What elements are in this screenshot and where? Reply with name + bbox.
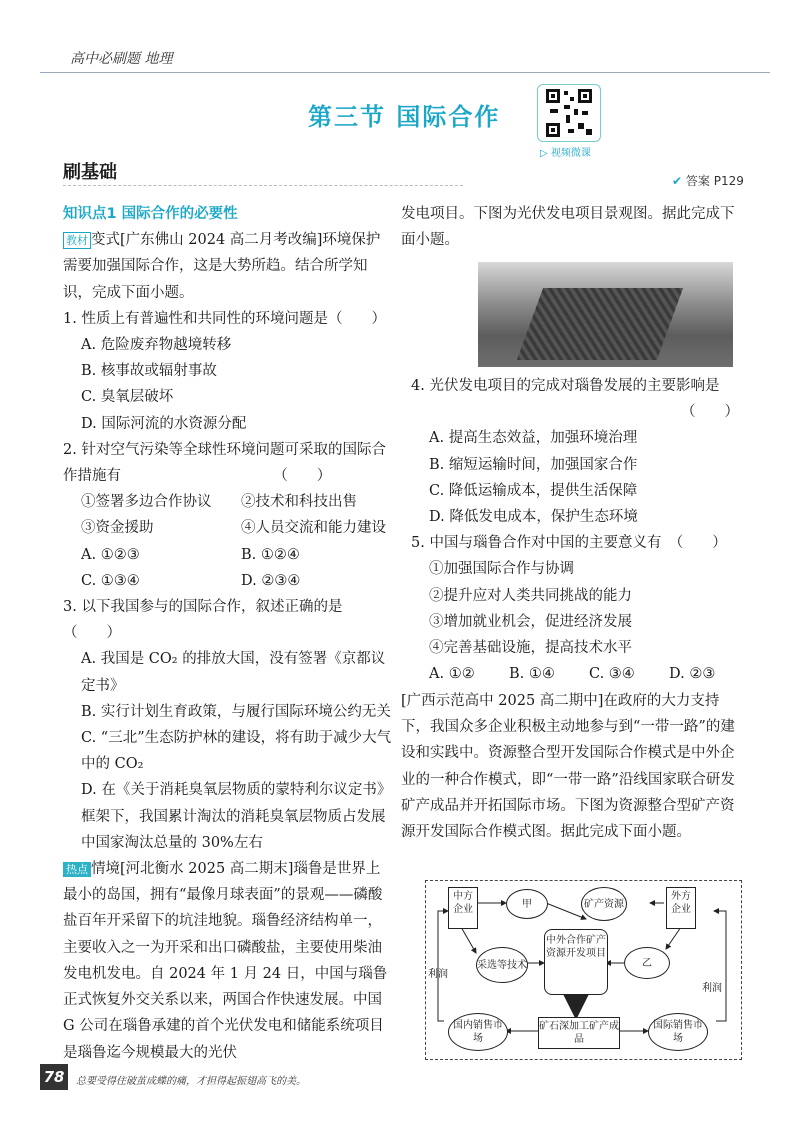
q5-option[interactable]: D. ②③ — [669, 666, 716, 683]
international-market-oval: 国际销售市场 — [648, 1013, 708, 1051]
q5-option[interactable]: C. ③④ — [589, 666, 635, 683]
q5-item: ③增加就业机会，促进经济发展 — [429, 613, 632, 630]
check-icon: ✔ — [672, 174, 683, 188]
q3-stem: 3. 以下我国参与的国际合作，叙述正确的是（ ） — [63, 599, 343, 642]
q2-stem: 2. 针对空气污染等全球性环境问题可采取的国际合作措施有 （ ） — [63, 441, 386, 485]
q5-item: ②提升应对人类共同挑战的能力 — [429, 587, 632, 604]
q4-option[interactable]: C. 降低运输成本，提供生活保障 — [429, 482, 638, 499]
qr-label: ▷ 视频微课 — [540, 148, 591, 159]
right-column-questions — [411, 373, 739, 687]
q2-item: ②技术和科技出售 — [241, 494, 357, 511]
heading-rule — [63, 185, 463, 186]
q2-option[interactable]: A. ①②③ — [81, 546, 140, 563]
q2-item: ③资金援助 — [81, 520, 154, 537]
q1-option[interactable]: C. 臭氧层破坏 — [81, 389, 174, 406]
tech-oval: 采选等技术 — [476, 947, 528, 983]
basic-heading: 刷基础 — [63, 162, 117, 183]
hot-paragraph: 热点 情境[河北衡水 2025 高二期末]瑙鲁是世界上最小的岛国，拥有“最像月球表面”的景观——磷酸盐百年开采留下的坑洼地貌。瑙鲁经济结构单一，主要收入之一为开采和出口磷酸盐，主要使用柴油发电机发电。自 2024 年 1 月 24 日，中国与瑙鲁正式恢复外交关系以来，两国合作快速发展。中国 G 公司在瑙鲁承建的首个光伏发电和储能系统项目是瑙鲁迄今规模最大的光伏 — [63, 861, 388, 1061]
case-paragraph: [广西示范高中 2025 高二期中]在政府的大力支持下，我国众多企业积极主动地参与到“一带一路”的建设和实践中。资源整合型开发国际合作模式是中外企业的一种合作模式，即“一带一路”沿线国家联合研发矿产成品并开拓国际市场。下图为资源整合型矿产资源开发国际合作模式图。据此完成下面小题。 — [401, 693, 735, 841]
q3-option[interactable]: A. 我国是 CO₂ 的排放大国，没有签署《京都议定书》 — [81, 651, 386, 694]
q3-option[interactable]: D. 在《关于消耗臭氧层物质的蒙特利尔议定书》框架下，我国累计淘汰的消耗臭氧层物质占发展中国家淘汰总量的 30%左右 — [81, 782, 392, 851]
q1-stem: 1. 性质上有普遍性和共同性的环境问题是（ ） — [63, 310, 386, 327]
page-number: 78 — [40, 1064, 68, 1090]
q5-option[interactable]: B. ①④ — [509, 666, 555, 683]
q1-option[interactable]: A. 危险废弃物越境转移 — [81, 337, 232, 354]
footer-motto: 总要受得住破茧成蝶的痛，才担得起振翅高飞的美。 — [76, 1076, 306, 1087]
intro-paragraph: 教材 变式[广东佛山 2024 高二月考改编]环境保护需要加强国际合作，这是大势所趋。结合所学知识，完成下面小题。 — [63, 232, 381, 301]
hot-tag: 热点 — [63, 862, 91, 877]
q2-option[interactable]: D. ②③④ — [241, 572, 301, 589]
header-rule — [40, 72, 770, 73]
knowledge-point-1: 知识点1 国际合作的必要性 — [63, 206, 238, 222]
profit-right-label: 利润 — [702, 983, 722, 994]
q2-option[interactable]: C. ①③④ — [81, 572, 140, 589]
continued-paragraph: 发电项目。下图为光伏发电项目景观图。据此完成下面小题。 — [401, 206, 735, 249]
foreign-firm-box: 外方企业 — [666, 887, 696, 929]
q2-item: ①签署多边合作协议 — [81, 494, 212, 511]
qr-code[interactable] — [537, 84, 601, 142]
mineral-resource-oval: 矿产资源 — [581, 887, 627, 921]
case-paragraph-wrap — [401, 688, 739, 845]
q5-option[interactable]: A. ①② — [429, 666, 475, 683]
q1-option[interactable]: B. 核事故或辐射事故 — [81, 363, 217, 380]
china-firm-box: 中方企业 — [448, 887, 478, 929]
q4-stem: 4. 光伏发电项目的完成对瑙鲁发展的主要影响是 — [411, 378, 720, 394]
q4-paren: （ ） — [681, 404, 739, 421]
section-title: 第三节 国际合作 — [308, 103, 501, 131]
q2-item: ④人员交流和能力建设 — [241, 520, 386, 537]
domestic-market-oval: 国内销售市场 — [448, 1013, 508, 1051]
q2-option[interactable]: B. ①②④ — [241, 546, 300, 563]
q5-item: ①加强国际合作与协调 — [429, 561, 574, 578]
right-column-top — [401, 201, 739, 253]
solar-panel-field — [517, 288, 683, 360]
left-column — [63, 201, 393, 1066]
q4-option[interactable]: A. 提高生态效益，加强环境治理 — [429, 430, 638, 447]
q1-option[interactable]: D. 国际河流的水资源分配 — [81, 415, 247, 432]
running-header: 高中必刷题 地理 — [70, 51, 173, 67]
profit-left-label: 利润 — [428, 969, 448, 980]
answer-reference: ✔ 答案 P129 — [672, 174, 744, 188]
product-box: 矿石深加工矿产成品 — [538, 1017, 620, 1049]
q3-option[interactable]: B. 实行计划生育政策，与履行国际环境公约无关 — [81, 703, 391, 720]
joint-project-box: 中外合作矿产资源开发项目 — [544, 929, 608, 995]
jia-oval: 甲 — [506, 889, 548, 919]
cooperation-model-diagram — [425, 880, 742, 1060]
yi-oval: 乙 — [624, 947, 670, 979]
textbook-tag: 教材 — [63, 232, 91, 249]
q4-option[interactable]: B. 缩短运输时间，加强国家合作 — [429, 456, 638, 473]
q5-item: ④完善基础设施，提高技术水平 — [429, 640, 632, 657]
q5-stem: 5. 中国与瑙鲁合作对中国的主要意义有 （ ） — [411, 535, 727, 552]
q3-option[interactable]: C. “三北”生态防护林的建设，将有助于减少大气中的 CO₂ — [81, 730, 392, 773]
q4-option[interactable]: D. 降低发电成本，保护生态环境 — [429, 509, 638, 526]
